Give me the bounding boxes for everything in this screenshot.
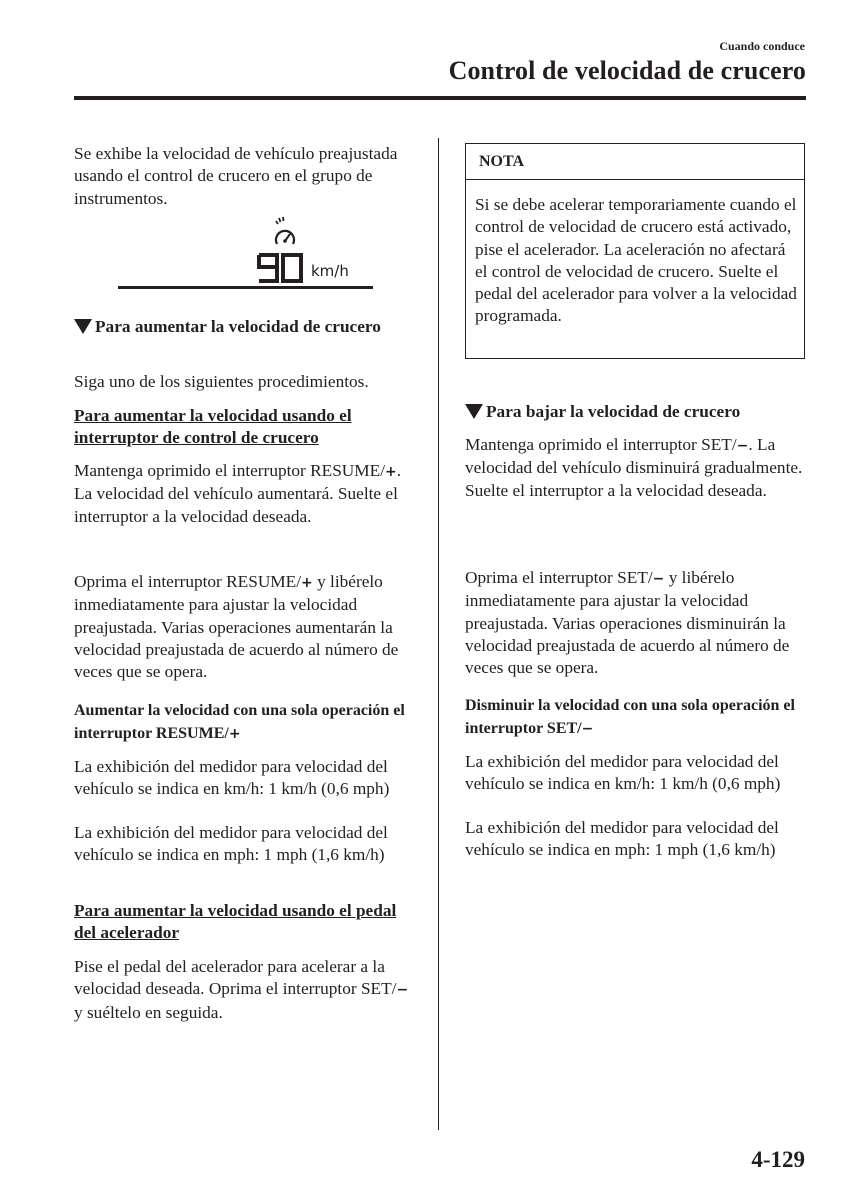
heading-text: Para aumentar la velocidad de crucero [95, 317, 381, 336]
resume-hold-paragraph: Mantenga oprimido el interruptor RESUME/+. La velocidad del vehículo aumentará. Suelte el interruptor a la velocidad deseada. [74, 461, 402, 526]
heading-text: Para bajar la velocidad de crucero [486, 402, 741, 421]
speed-display-illustration [118, 212, 373, 294]
minus-symbol: − [652, 571, 665, 587]
note-body: Si se debe acelerar temporariamente cuando el control de velocidad de crucero está activado, pise el acelerador. La aceleración no afectará el control de velocidad de crucero. Suelte el pedal del acelerador para volver a la velocidad programada. [475, 195, 797, 326]
section-label: Cuando conduce [719, 39, 805, 53]
plus-symbol: + [228, 725, 241, 742]
triangle-bullet-icon [465, 404, 483, 419]
bold-increase-one-op: Aumentar la velocidad con una sola operación el interruptor RESUME/+ [74, 702, 405, 742]
page-title: Control de velocidad de crucero [448, 56, 806, 85]
plus-symbol: + [385, 464, 397, 480]
subheading-switch: Para aumentar la velocidad usando el interruptor de control de crucero [74, 406, 352, 448]
cruise-speedometer-icon [118, 212, 373, 294]
page-number: 4-129 [751, 1147, 805, 1172]
resume-press-paragraph: Oprima el interruptor RESUME/+ y libérelo inmediatamente para ajustar la velocidad preajustada. Varias operaciones aumentarán la velocidad preajustada de acuerdo al número de veces que se opera. [74, 572, 399, 682]
minus-symbol: − [736, 438, 749, 454]
mph-paragraph: La exhibición del medidor para velocidad del vehículo se indica en mph: 1 mph (1,6 km/h) [74, 823, 388, 865]
triangle-bullet-icon [74, 319, 92, 334]
heading-increase-speed [74, 315, 419, 338]
header-rule [74, 96, 806, 100]
intro-paragraph: Se exhibe la velocidad de vehículo preajustada usando el control de crucero en el grupo de instrumentos. [74, 144, 398, 208]
set-hold-paragraph: Mantenga oprimido el interruptor SET/−. La velocidad del vehículo disminuirá gradualmente. Suelte el interruptor a la velocidad deseada. [465, 435, 803, 500]
set-press-paragraph: Oprima el interruptor SET/− y libérelo inmediatamente para ajustar la velocidad preajustada. Varias operaciones disminuirán la velocidad preajustada de acuerdo al número de veces que se opera. [465, 568, 790, 678]
mph-paragraph-right: La exhibición del medidor para velocidad del vehículo se indica en mph: 1 mph (1,6 km/h) [465, 818, 779, 860]
speed-unit: km/h [311, 262, 349, 280]
column-divider [438, 138, 439, 1130]
plus-symbol: + [301, 575, 313, 591]
kmh-paragraph-right: La exhibición del medidor para velocidad del vehículo se indica en km/h: 1 km/h (0,6 mph) [465, 752, 781, 794]
heading-decrease-speed [465, 400, 810, 423]
note-box [465, 143, 805, 359]
minus-symbol: − [581, 720, 594, 737]
subheading-pedal: Para aumentar la velocidad usando el pedal del acelerador [74, 901, 397, 943]
minus-symbol: − [396, 982, 409, 999]
pedal-paragraph: Pise el pedal del acelerador para acelerar a la velocidad deseada. Oprima el interruptor SET/− y suéltelo en seguida. [74, 957, 409, 1022]
note-title: NOTA [466, 144, 804, 180]
procedures-paragraph: Siga uno de los siguientes procedimientos. [74, 372, 369, 391]
bold-decrease-one-op: Disminuir la velocidad con una sola operación el interruptor SET/− [465, 697, 795, 737]
kmh-paragraph: La exhibición del medidor para velocidad del vehículo se indica en km/h: 1 km/h (0,6 mph) [74, 757, 390, 799]
